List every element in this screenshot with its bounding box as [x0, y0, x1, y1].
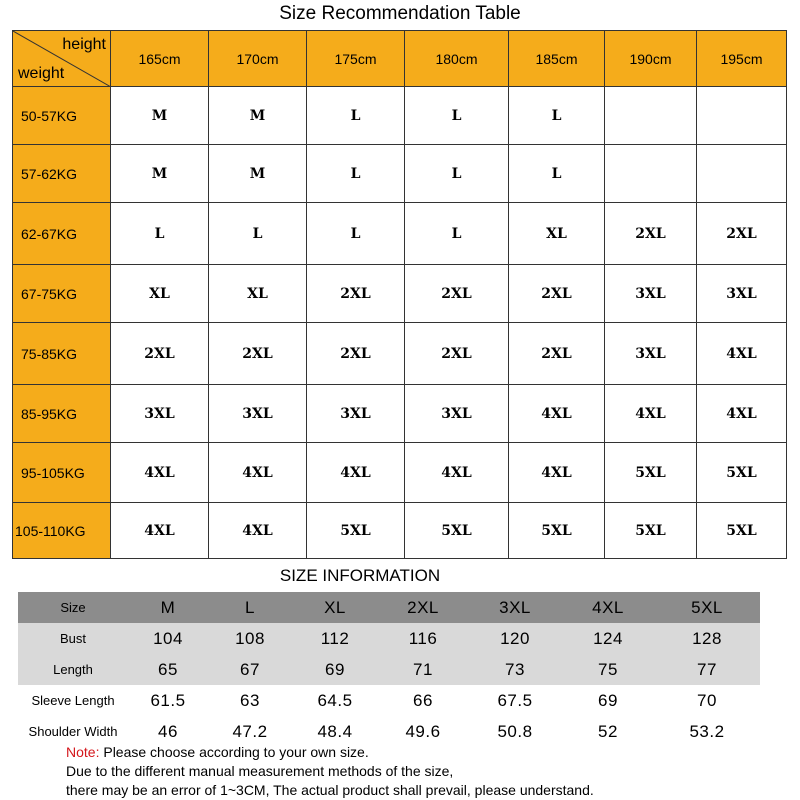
weight-row: [13, 145, 787, 203]
size-cell: 5XL: [605, 443, 697, 503]
weight-label: 50-57KG: [13, 87, 111, 145]
size-cell: M: [209, 87, 307, 145]
size-cell: 2XL: [111, 323, 209, 385]
size-cell: 4XL: [209, 443, 307, 503]
info-value-cell: 69: [562, 685, 654, 716]
size-cell: 3XL: [697, 265, 787, 323]
info-value-cell: 124: [562, 623, 654, 654]
info-row-label: Bust: [18, 623, 128, 654]
size-cell: 5XL: [307, 503, 405, 559]
info-row-label: Size: [18, 592, 128, 623]
info-value-cell: 63: [208, 685, 292, 716]
size-cell: 4XL: [509, 385, 605, 443]
info-row-label: Shoulder Width: [18, 716, 128, 747]
note-line-2: Due to the different manual measurement methods of the size,: [66, 763, 454, 779]
height-header-cell: 190cm: [605, 31, 697, 87]
size-cell: L: [307, 145, 405, 203]
size-cell: [605, 145, 697, 203]
info-row: [18, 623, 760, 654]
info-value-cell: 112: [292, 623, 378, 654]
size-cell: 4XL: [307, 443, 405, 503]
info-row: [18, 685, 760, 716]
size-cell: 2XL: [605, 203, 697, 265]
info-value-cell: 53.2: [654, 716, 760, 747]
size-cell: 4XL: [605, 385, 697, 443]
note-text-1: Please choose according to your own size.: [99, 744, 369, 760]
info-value-cell: 66: [378, 685, 468, 716]
size-cell: L: [405, 87, 509, 145]
info-value-cell: 5XL: [654, 592, 760, 623]
info-row: [18, 654, 760, 685]
size-cell: L: [509, 145, 605, 203]
size-cell: 4XL: [697, 385, 787, 443]
info-value-cell: 128: [654, 623, 760, 654]
size-cell: L: [405, 203, 509, 265]
size-recommendation-table: [12, 30, 787, 559]
size-cell: M: [209, 145, 307, 203]
size-cell: 2XL: [307, 265, 405, 323]
size-cell: 4XL: [111, 503, 209, 559]
weight-row: [13, 203, 787, 265]
weight-row: [13, 385, 787, 443]
size-cell: 2XL: [307, 323, 405, 385]
info-value-cell: XL: [292, 592, 378, 623]
size-cell: 4XL: [111, 443, 209, 503]
size-cell: M: [111, 145, 209, 203]
weight-row: [13, 443, 787, 503]
info-value-cell: 65: [128, 654, 208, 685]
weight-label: 75-85KG: [13, 323, 111, 385]
size-cell: 4XL: [697, 323, 787, 385]
page-title: Size Recommendation Table: [279, 3, 521, 24]
size-cell: L: [307, 87, 405, 145]
height-header-cell: 195cm: [697, 31, 787, 87]
size-cell: 5XL: [405, 503, 509, 559]
corner-height-label: height: [62, 36, 106, 53]
note-line-1: [66, 743, 594, 762]
weight-label: 95-105KG: [13, 443, 111, 503]
height-header-cell: 175cm: [307, 31, 405, 87]
info-value-cell: 52: [562, 716, 654, 747]
info-value-cell: 70: [654, 685, 760, 716]
size-cell: 2XL: [697, 203, 787, 265]
weight-label: 85-95KG: [13, 385, 111, 443]
info-row-label: Sleeve Length: [18, 685, 128, 716]
weight-label: 62-67KG: [13, 203, 111, 265]
size-cell: XL: [111, 265, 209, 323]
size-cell: 2XL: [405, 323, 509, 385]
size-cell: [697, 145, 787, 203]
size-cell: 2XL: [509, 323, 605, 385]
weight-row: [13, 503, 787, 559]
size-cell: 4XL: [509, 443, 605, 503]
info-row-label: Length: [18, 654, 128, 685]
size-cell: 3XL: [307, 385, 405, 443]
height-header-cell: 185cm: [509, 31, 605, 87]
info-value-cell: 116: [378, 623, 468, 654]
corner-weight-label: weight: [18, 65, 65, 82]
info-value-cell: 67.5: [468, 685, 562, 716]
weight-label: 67-75KG: [13, 265, 111, 323]
info-value-cell: 64.5: [292, 685, 378, 716]
height-header-cell: 180cm: [405, 31, 509, 87]
info-value-cell: 61.5: [128, 685, 208, 716]
info-value-cell: 47.2: [208, 716, 292, 747]
info-value-cell: 75: [562, 654, 654, 685]
size-cell: 2XL: [509, 265, 605, 323]
info-value-cell: 2XL: [378, 592, 468, 623]
weight-label: 105-110KG: [13, 503, 111, 559]
height-header-row: [13, 31, 787, 87]
info-value-cell: 50.8: [468, 716, 562, 747]
size-cell: [605, 87, 697, 145]
info-value-cell: 108: [208, 623, 292, 654]
size-cell: [697, 87, 787, 145]
size-cell: M: [111, 87, 209, 145]
info-value-cell: 3XL: [468, 592, 562, 623]
info-value-cell: 49.6: [378, 716, 468, 747]
size-cell: 2XL: [209, 323, 307, 385]
size-cell: L: [209, 203, 307, 265]
size-cell: XL: [209, 265, 307, 323]
size-cell: 3XL: [405, 385, 509, 443]
height-header-cell: 165cm: [111, 31, 209, 87]
size-cell: L: [405, 145, 509, 203]
note-label: Note:: [66, 744, 100, 760]
info-row: [18, 592, 760, 623]
size-cell: 5XL: [697, 443, 787, 503]
info-value-cell: 77: [654, 654, 760, 685]
info-value-cell: 69: [292, 654, 378, 685]
size-cell: 4XL: [209, 503, 307, 559]
info-value-cell: M: [128, 592, 208, 623]
info-value-cell: 73: [468, 654, 562, 685]
size-cell: L: [509, 87, 605, 145]
size-cell: 5XL: [697, 503, 787, 559]
info-value-cell: L: [208, 592, 292, 623]
height-weight-corner: [13, 31, 111, 87]
size-cell: 5XL: [509, 503, 605, 559]
notes: [66, 743, 594, 800]
size-information-title: SIZE INFORMATION: [279, 566, 441, 585]
size-cell: 4XL: [405, 443, 509, 503]
size-cell: 2XL: [405, 265, 509, 323]
height-header-cell: 170cm: [209, 31, 307, 87]
note-line-3: there may be an error of 1~3CM, The actual product shall prevail, please understand.: [66, 782, 594, 798]
size-cell: L: [307, 203, 405, 265]
info-value-cell: 71: [378, 654, 468, 685]
size-cell: 3XL: [605, 265, 697, 323]
weight-row: [13, 87, 787, 145]
info-value-cell: 104: [128, 623, 208, 654]
weight-row: [13, 323, 787, 385]
size-cell: 5XL: [605, 503, 697, 559]
info-value-cell: 48.4: [292, 716, 378, 747]
info-value-cell: 4XL: [562, 592, 654, 623]
weight-label: 57-62KG: [13, 145, 111, 203]
info-value-cell: 120: [468, 623, 562, 654]
size-cell: 3XL: [111, 385, 209, 443]
size-cell: 3XL: [605, 323, 697, 385]
size-cell: 3XL: [209, 385, 307, 443]
size-cell: L: [111, 203, 209, 265]
size-cell: XL: [509, 203, 605, 265]
weight-row: [13, 265, 787, 323]
info-value-cell: 46: [128, 716, 208, 747]
info-value-cell: 67: [208, 654, 292, 685]
size-information-table: [18, 592, 760, 747]
